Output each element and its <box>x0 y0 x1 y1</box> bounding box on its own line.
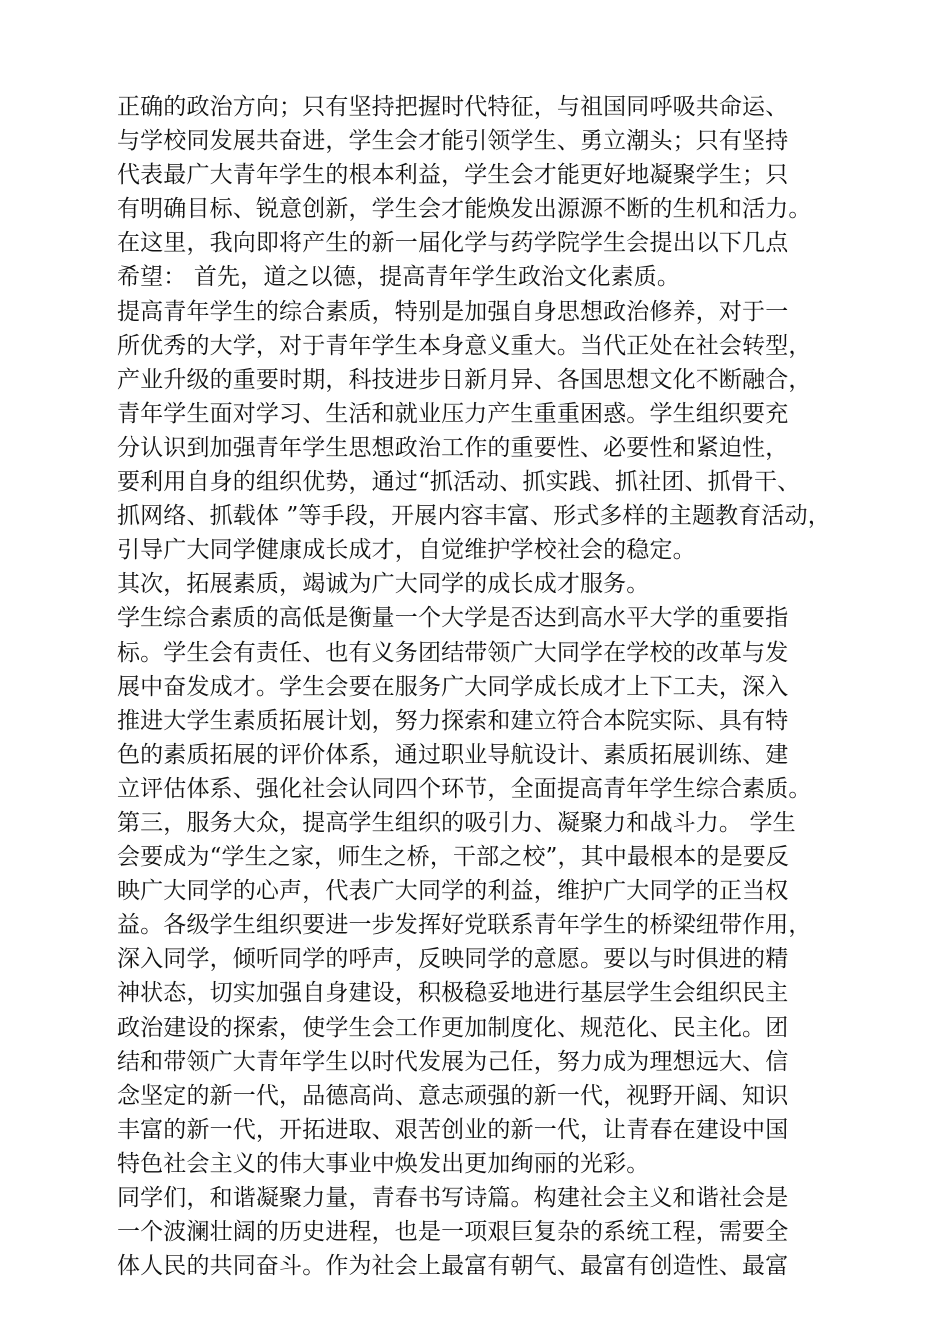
text-line: 在这里，我向即将产生的新一届化学与药学院学生会提出以下几点 <box>117 230 789 257</box>
text-line: 政治建设的探索，使学生会工作更加制度化、规范化、民主化。团 <box>117 1014 789 1041</box>
text-line: 第三，服务大众，提高学生组织的吸引力、凝聚力和战斗力。 学生 <box>117 809 796 836</box>
text-line: 要利用自身的组织优势，通过“抓活动、抓实践、抓社团、抓骨干、 <box>117 469 801 496</box>
text-line: 有明确目标、锐意创新，学生会才能焕发出源源不断的生机和活力。 <box>117 196 812 223</box>
text-line: 推进大学生素质拓展计划，努力探索和建立符合本院实际、具有特 <box>117 707 789 734</box>
text-line: 映广大同学的心声，代表广大同学的利益，维护广大同学的正当权 <box>117 878 789 905</box>
text-line: 产业升级的重要时期，科技进步日新月异、各国思想文化不断融合， <box>117 366 812 393</box>
text-line: 结和带领广大青年学生以时代发展为己任，努力成为理想远大、信 <box>117 1048 789 1075</box>
text-line: 丰富的新一代，开拓进取、艰苦创业的新一代，让青春在建设中国 <box>117 1116 789 1143</box>
text-line: 与学校同发展共奋进，学生会才能引领学生、勇立潮头；只有坚持 <box>117 128 789 155</box>
text-line: 抓网络、抓载体 ”等手段，开展内容丰富、形式多样的主题教育活动， <box>117 503 831 530</box>
text-line: 特色社会主义的伟大事业中焕发出更加绚丽的光彩。 <box>117 1150 650 1177</box>
text-line: 分认识到加强青年学生思想政治工作的重要性、必要性和紧迫性， <box>117 434 789 461</box>
text-line: 希望： 首先，道之以德，提高青年学生政治文化素质。 <box>117 264 681 291</box>
text-line: 同学们，和谐凝聚力量，青春书写诗篇。构建社会主义和谐社会是 <box>117 1185 789 1211</box>
text-line: 展中奋发成才。学生会要在服务广大同学成长成才上下工夫，深入 <box>117 673 789 700</box>
text-line: 益。各级学生组织要进一步发挥好党联系青年学生的桥梁纽带作用， <box>117 912 812 939</box>
text-line: 一个波澜壮阔的历史进程，也是一项艰巨复杂的系统工程，需要全 <box>117 1219 789 1246</box>
document-body-text <box>117 90 837 1283</box>
text-line: 学生综合素质的高低是衡量一个大学是否达到高水平大学的重要指 <box>117 605 789 632</box>
text-line: 提高青年学生的综合素质，特别是加强自身思想政治修养，对于一 <box>117 298 789 325</box>
text-line: 会要成为“学生之家，师生之桥，干部之校”，其中最根本的是要反 <box>117 844 790 871</box>
text-line: 神状态，切实加强自身建设，积极稳妥地进行基层学生会组织民主 <box>117 980 789 1007</box>
text-line: 青年学生面对学习、生活和就业压力产生重重困惑。学生组织要充 <box>117 400 789 427</box>
text-line: 色的素质拓展的评价体系，通过职业导航设计、素质拓展训练、建 <box>117 741 789 768</box>
text-line: 所优秀的大学，对于青年学生本身意义重大。当代正处在社会转型， <box>117 332 812 359</box>
text-line: 体人民的共同奋斗。作为社会上最富有朝气、最富有创造性、最富 <box>117 1253 789 1280</box>
text-line: 念坚定的新一代，品德高尚、意志顽强的新一代，视野开阔、知识 <box>117 1082 789 1109</box>
text-line: 代表最广大青年学生的根本利益，学生会才能更好地凝聚学生；只 <box>117 162 789 189</box>
text-line: 引导广大同学健康成长成才，自觉维护学校社会的稳定。 <box>117 537 696 564</box>
text-line: 立评估体系、强化社会认同四个环节，全面提高青年学生综合素质。 <box>117 775 812 802</box>
text-line: 正确的政治方向；只有坚持把握时代特征，与祖国同呼吸共命运、 <box>117 94 789 120</box>
text-line: 标。学生会有责任、也有义务团结带领广大同学在学校的改革与发 <box>117 639 789 666</box>
text-line: 其次，拓展素质，竭诚为广大同学的成长成才服务。 <box>117 571 650 598</box>
text-line: 深入同学，倾听同学的呼声，反映同学的意愿。要以与时俱进的精 <box>117 946 789 973</box>
